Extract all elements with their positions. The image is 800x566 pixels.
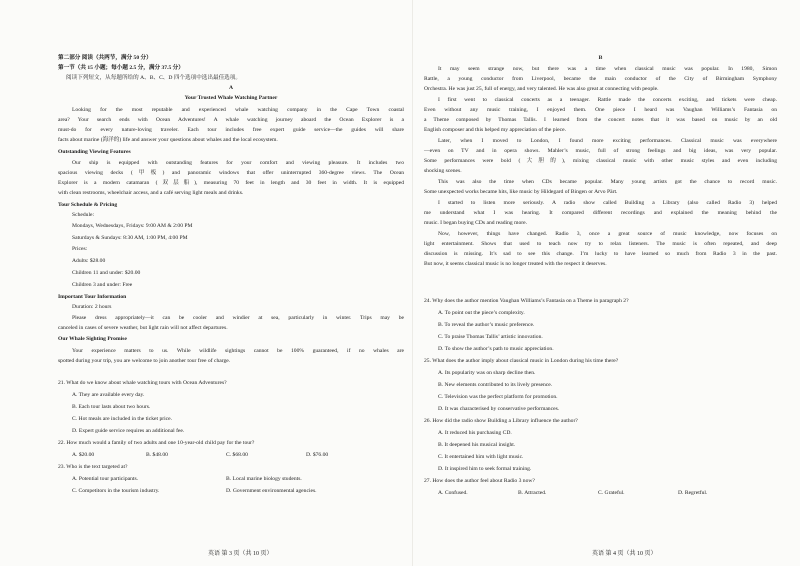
paragraph-line: shocking scenes.	[424, 168, 462, 174]
price-line: Adults: $28.00	[72, 258, 106, 264]
heading-features: Outstanding Viewing Features	[58, 149, 131, 155]
paragraph-line: light entertainment. Shows that used to teach now try to relax listeners. The music is often repeated, and deep	[424, 241, 777, 247]
answer-option[interactable]: A. They are available every day.	[72, 392, 145, 398]
answer-option[interactable]: C. Hot meals are included in the ticket price.	[72, 416, 173, 422]
question-stem: 21. What do we know about whale watching tours with Ocean Adventures?	[58, 380, 227, 386]
answer-option[interactable]: B. Each tour lasts about two hours.	[72, 404, 151, 410]
paragraph-line: English composer and this helped my appreciation of the piece.	[424, 127, 566, 133]
answer-option[interactable]: C. To praise Thomas Tallis’ artistic innovation.	[438, 334, 543, 340]
promise-line: spotted during your trip, you are welcome to join another tour free of charge.	[58, 358, 231, 364]
section-title: 第二部分 阅读（共两节，满分 50 分）	[58, 55, 152, 61]
answer-option[interactable]: B. It deepened his musical insight.	[438, 442, 516, 448]
paragraph-line: me understand what I was hearing. It compared different recordings and explained the meaning behind the	[424, 210, 777, 216]
heading-promise: Our Whale Sighting Promise	[58, 336, 127, 342]
info-line: canceled in cases of severe weather, but light rain will not affect departures.	[58, 325, 228, 331]
features-line: Our ship is equipped with outstanding features for your comfort and viewing pleasure. It includes two	[72, 160, 404, 166]
question-stem: 27. How does the author feel about Radio 3 now?	[424, 478, 535, 484]
right-page	[424, 0, 777, 566]
paragraph-line: Even without any music training, I enjoyed them. One piece I heard was Vaughan Williams’s Fantasia on	[424, 107, 777, 113]
paragraph-line: I started to listen more seriously. A radio show called Building a Library (also called Radio 3) helped	[438, 200, 777, 206]
answer-option[interactable]: D. It inspired him to seek formal training.	[438, 466, 532, 472]
answer-option[interactable]: A. It reduced his purchasing CD.	[438, 430, 512, 436]
answer-option[interactable]: B. $48.00	[146, 452, 168, 458]
paragraph-line: a Theme composed by Thomas Tallis. I learned from the concert notes that it was based on music by an old	[424, 117, 777, 123]
schedule-label: Schedule:	[72, 212, 95, 218]
intro-line: facts about marine (海洋的) life and answer your questions about whales and the local ecosystem.	[58, 137, 278, 143]
answer-option[interactable]: B. Local marine biology students.	[226, 476, 302, 482]
answer-option[interactable]: A. Confused.	[438, 490, 468, 496]
features-line: Explorer is a modern catamaran (双层船), measuring 70 feet in length and 30 feet in width. It is equipped	[58, 180, 404, 186]
page-fold	[412, 0, 413, 566]
question-stem: 24. Why does the author mention Vaughan Williams’s Fantasia on a Theme in paragraph 2?	[424, 298, 629, 304]
schedule-line: Mondays, Wednesdays, Fridays: 9:00 AM & 2:00 PM	[72, 223, 193, 229]
paragraph-line: But now, it seems classical music is no longer treated with the respect it deserves.	[424, 261, 607, 267]
price-line: Children 11 and under: $20.00	[72, 270, 141, 276]
duration: Duration: 2 hours	[72, 304, 112, 310]
passage-letter-b: B	[598, 55, 603, 61]
paragraph-line: —even on TV and in opera shows. Mahler’s music, full of strong feelings and big ideas, was very popular.	[424, 148, 777, 154]
answer-option[interactable]: C. $68.00	[226, 452, 248, 458]
answer-option[interactable]: D. Regretful.	[678, 490, 708, 496]
answer-option[interactable]: B. To reveal the author’s music preference.	[438, 322, 535, 328]
answer-option[interactable]: C. Grateful.	[598, 490, 625, 496]
question-stem: 25. What does the author imply about classical music in London during his time there?	[424, 358, 619, 364]
paragraph-line: I first went to classical concerts as a teenager. Rattle made the concerts exciting, and tickets were cheap.	[438, 97, 777, 103]
paragraph-line: Later, when I moved to London, I found more exciting performances. Classical music was everywhere	[438, 138, 777, 144]
info-line: Please dress appropriately—it can be cooler and windier at sea, particularly in winter. Trips may be	[72, 315, 404, 321]
answer-option[interactable]: D. Expert guide service requires an additional fee.	[72, 428, 185, 434]
paragraph-line: music. I began buying CDs and reading more.	[424, 220, 527, 226]
paragraph-line: discussion is missing. It’s sad to see this change. I’m lucky to have learned so much from Radio 3 in the past.	[424, 251, 777, 257]
answer-option[interactable]: A. Potential tour participants.	[72, 476, 139, 482]
paragraph-line: Some unexpected works became hits, like music by Hildegard of Bingen or Arvo Pärt.	[424, 189, 618, 195]
intro-line: must-do for every nature-loving traveler. Each tour includes free expert guide service—the guides will share	[58, 127, 404, 133]
question-stem: 23. Who is the text targeted at?	[58, 464, 128, 470]
answer-option[interactable]: C. It entertained him with light music.	[438, 454, 524, 460]
heading-info: Important Tour Information	[58, 294, 127, 300]
answer-option[interactable]: A. Its popularity was on sharp decline then.	[438, 370, 536, 376]
subsection-title: 第一节（共 15 小题；每小题 2.5 分，满分 37.5 分）	[58, 65, 184, 71]
answer-option[interactable]: A. To point out the piece’s complexity.	[438, 310, 525, 316]
intro-line: area? Your search ends with Ocean Adventures! A whale watching journey aboard the Ocean Explorer is a	[58, 117, 404, 123]
price-line: Children 3 and under: Free	[72, 282, 133, 288]
answer-option[interactable]: D. Government environmental agencies.	[226, 488, 317, 494]
passage-letter-a: A	[228, 85, 234, 91]
paragraph-line: It may seem strange now, but there was a time when classical music was popular. In 1980, Simon	[438, 66, 777, 72]
question-stem: 26. How did the radio show Building a Library influence the author?	[424, 418, 578, 424]
answer-option[interactable]: D. To show the author’s path to music appreciation.	[438, 346, 554, 352]
question-stem: 22. How much would a family of two adults and one 10-year-old child pay for the tour?	[58, 440, 255, 446]
answer-option[interactable]: D. It was characterised by conservative performances.	[438, 406, 560, 412]
paragraph-line: Orchestra. He was just 25, full of energy, and very talented. He was also great at connecting with people.	[424, 86, 659, 92]
instruction: 阅读下列短文，从每题所给的 A、B、C、D 四个选项中选出最佳选项。	[66, 75, 241, 81]
prices-label: Prices:	[72, 246, 88, 252]
heading-schedule: Tour Schedule & Pricing	[58, 202, 118, 208]
paragraph-line: This was also the time when CDs became popular. Many young artists got the chance to record music.	[438, 179, 777, 185]
left-page	[58, 0, 404, 566]
intro-line: Looking for the most reputable and experienced whale watching company in the Cape Town coastal	[72, 107, 404, 113]
paragraph-line: Now, however, things have changed. Radio 3, once a great source of music knowledge, now focuses on	[438, 231, 777, 237]
answer-option[interactable]: A. $20.00	[72, 452, 95, 458]
page-footer-right: 英语 第 4 页（共 10 页）	[592, 551, 657, 557]
answer-option[interactable]: C. Television was the perfect platform for promotion.	[438, 394, 558, 400]
promise-line: Your experience matters to us. While wildlife sightings cannot be 100% guaranteed, if no whales are	[72, 348, 404, 354]
page-footer-left: 英语 第 3 页（共 10 页）	[208, 551, 273, 557]
answer-option[interactable]: D. $76.00	[306, 452, 329, 458]
answer-option[interactable]: B. Attracted.	[518, 490, 547, 496]
features-line: spacious viewing decks (甲板) and panoramic windows that offer uninterrupted 360-degree views. The Ocean	[58, 170, 404, 176]
paragraph-line: Rattle, a young conductor from Liverpool, became the main conductor of the City of Birmingham Symphony	[424, 76, 777, 82]
answer-option[interactable]: B. New elements contributed to its lively presence.	[438, 382, 553, 388]
features-line: with clean restrooms, wheelchair access, and a café serving light meals and drinks.	[58, 190, 244, 196]
paragraph-line: Some performances were bold (大胆的), mixing classical music with other music styles and even including	[424, 158, 777, 164]
schedule-line: Saturdays & Sundays: 8:30 AM, 1:00 PM, 4:00 PM	[72, 235, 188, 241]
passage-title: Your Trusted Whale Watching Partner	[184, 95, 278, 101]
answer-option[interactable]: C. Competitors in the tourism industry.	[72, 488, 160, 494]
